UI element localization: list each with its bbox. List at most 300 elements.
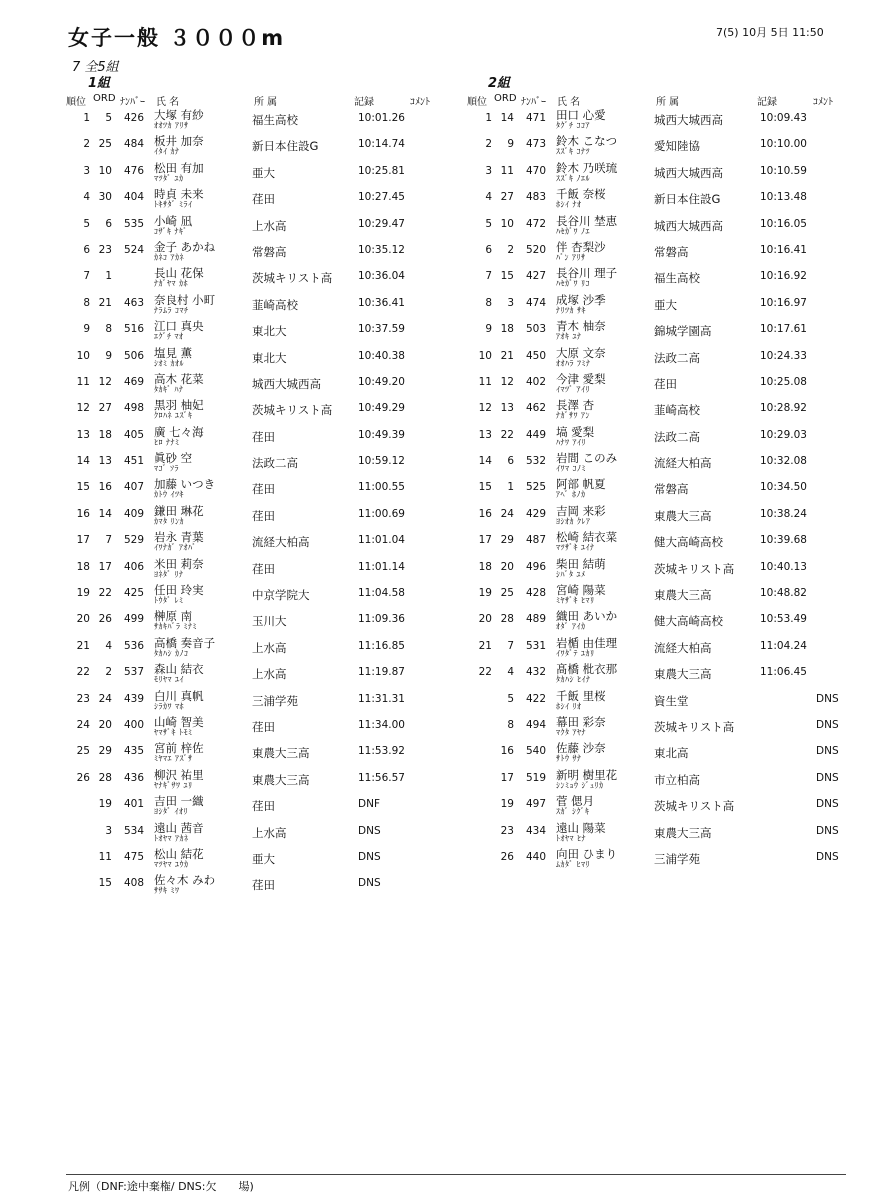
athlete-name: 鈴木 乃咲琉 (556, 160, 618, 175)
athlete-kana: ﾊｾｶﾞﾜ ﾉｴ (556, 226, 591, 236)
result-row (470, 317, 878, 343)
team-name: 韮崎高校 (252, 297, 298, 312)
athlete-kana: ﾓﾘﾔﾏ ﾕｲ (154, 675, 185, 685)
athlete-kana: ﾊﾅﾜ ｱｲﾘ (556, 437, 587, 447)
athlete-name: 宮前 梓佐 (154, 741, 204, 756)
athlete-kana: ﾖｼﾀﾞ ｲｵﾘ (154, 807, 189, 817)
ord-cell: 25 (98, 138, 112, 151)
result-row (68, 423, 488, 449)
bib-number-cell: 475 (123, 850, 144, 863)
athlete-kana: ﾏﾂﾔﾏ ﾕｳｶ (154, 859, 189, 869)
athlete-kana: ｻﾄｳ ｻﾅ (556, 754, 582, 764)
bib-number-cell: 400 (123, 718, 144, 731)
result-row (68, 264, 488, 290)
team-name: 愛知陸協 (654, 139, 700, 154)
athlete-name: 榊原 南 (154, 609, 193, 624)
result-row (470, 713, 878, 739)
athlete-name: 長谷川 理子 (556, 266, 618, 281)
team-name: 東農大三高 (654, 667, 712, 682)
result-row (470, 792, 878, 818)
bib-number-cell: 422 (525, 692, 546, 705)
bib-number-cell: 404 (123, 191, 144, 204)
record-cell: 11:53.92 (358, 745, 405, 758)
team-name: 錦城学園高 (654, 324, 712, 339)
bib-number-cell: 462 (525, 402, 546, 415)
athlete-kana: ﾋﾛ ﾅﾅﾐ (154, 437, 180, 447)
athlete-kana: ﾅﾗﾑﾗ ｺﾏﾁ (154, 305, 189, 315)
result-row (68, 660, 488, 686)
team-name: 東農大三高 (654, 825, 712, 840)
team-name: 茨城キリスト高 (252, 403, 333, 418)
header-name: 氏 名 (156, 97, 180, 108)
result-row (470, 660, 878, 686)
athlete-kana: ｼｵﾐ ｶｵﾙ (154, 358, 185, 368)
record-cell: 11:19.87 (358, 666, 405, 679)
bib-number-cell: 497 (525, 798, 546, 811)
page-title: 女子一般 ３０００m (68, 26, 286, 50)
rank-cell: 4 (83, 191, 90, 204)
athlete-name: 織田 あいか (556, 609, 618, 624)
header-record: 記録 (757, 97, 777, 108)
athlete-name: 岩楯 由佳理 (556, 635, 618, 650)
record-cell: 10:39.68 (760, 534, 807, 547)
bib-number-cell: 525 (525, 481, 546, 494)
team-name: 三浦学苑 (252, 693, 298, 708)
rank-cell: 20 (76, 613, 90, 626)
result-row (470, 264, 878, 290)
record-cell: DNS (358, 824, 381, 837)
bib-number-cell: 484 (123, 138, 144, 151)
rank-cell: 19 (76, 587, 90, 600)
rank-cell: 12 (478, 402, 492, 415)
athlete-kana: ﾔﾏｻﾞｷ ﾄﾓﾐ (154, 727, 193, 737)
bib-number-cell: 426 (123, 112, 144, 124)
record-cell: DNS (358, 850, 381, 863)
record-cell: 10:35.12 (358, 243, 405, 256)
record-cell: 10:01.26 (358, 112, 405, 124)
athlete-name: 長澤 杏 (556, 398, 595, 413)
athlete-name: 幕田 彩奈 (556, 714, 606, 729)
header-rank: 順位 (66, 97, 86, 108)
rank-cell: 21 (478, 639, 492, 652)
rank-cell: 5 (83, 217, 90, 230)
result-row (68, 687, 488, 713)
ord-cell: 7 (507, 639, 514, 652)
record-cell: 10:27.45 (358, 191, 405, 204)
athlete-kana: ﾅﾘﾂｶ ｻｷ (556, 305, 587, 315)
athlete-kana: ﾄｳﾀﾞ ﾚﾐ (154, 596, 184, 606)
result-row (68, 132, 488, 158)
athlete-name: 長谷川 埜恵 (556, 213, 618, 228)
athlete-name: 青木 柚奈 (556, 319, 606, 334)
rank-cell: 22 (478, 666, 492, 679)
athlete-kana: ﾊｾｶﾞﾜ ﾘｺ (556, 279, 591, 289)
rank-cell: 1 (485, 112, 492, 124)
rank-cell: 2 (83, 138, 90, 151)
group-1-results (68, 106, 488, 898)
record-cell: 10:59.12 (358, 455, 405, 468)
bib-number-cell: 494 (525, 718, 546, 731)
header-team: 所 属 (656, 97, 680, 108)
ord-cell: 14 (500, 112, 514, 124)
ord-cell: 7 (105, 534, 112, 547)
ord-cell: 15 (500, 270, 514, 283)
team-name: 茨城キリスト高 (654, 799, 735, 814)
rank-cell: 8 (83, 296, 90, 309)
athlete-name: 遠山 茜音 (154, 820, 204, 835)
result-row (68, 845, 488, 871)
athlete-kana: ｶﾈｺ ｱｶﾈ (154, 252, 185, 262)
team-name: 亜大 (654, 297, 677, 312)
record-cell: 11:01.04 (358, 534, 405, 547)
ord-cell: 3 (105, 824, 112, 837)
result-row (68, 819, 488, 845)
team-name: 荏田 (252, 482, 275, 497)
ord-cell: 19 (98, 798, 112, 811)
team-name: 亜大 (252, 165, 275, 180)
athlete-kana: ｶﾏﾀ ﾘﾝｶ (154, 516, 185, 526)
athlete-name: 岩永 青葉 (154, 530, 204, 545)
team-name: 健大高崎高校 (654, 614, 723, 629)
bib-number-cell: 435 (123, 745, 144, 758)
ord-cell: 8 (105, 323, 112, 336)
result-row (68, 475, 488, 501)
rank-cell: 18 (478, 560, 492, 573)
team-name: 荏田 (252, 561, 275, 576)
result-row (68, 634, 488, 660)
ord-cell: 27 (98, 402, 112, 415)
rank-cell: 16 (76, 507, 90, 520)
athlete-name: 吉岡 来彩 (556, 503, 606, 518)
rank-cell: 22 (76, 666, 90, 679)
result-row (68, 370, 488, 396)
bib-number-cell: 408 (123, 877, 144, 890)
bib-number-cell: 463 (123, 296, 144, 309)
bib-number-cell: 496 (525, 560, 546, 573)
result-row (68, 555, 488, 581)
ord-cell: 23 (98, 243, 112, 256)
team-name: 新日本住設G (252, 139, 319, 154)
team-name: 法政二高 (654, 350, 700, 365)
ord-cell: 26 (98, 613, 112, 626)
athlete-name: 宮崎 陽菜 (556, 583, 606, 598)
team-name: 城西大城西高 (654, 218, 723, 233)
group-2-results (470, 106, 878, 871)
result-row (68, 607, 488, 633)
athlete-kana: ｺｻﾞｷ ﾅｷﾞ (154, 226, 188, 236)
team-name: 荏田 (252, 192, 275, 207)
ord-cell: 11 (98, 850, 112, 863)
record-cell: 11:09.36 (358, 613, 405, 626)
group-2-label: 2組 (488, 76, 511, 91)
result-row (68, 528, 488, 554)
record-cell: 11:06.45 (760, 666, 807, 679)
record-cell: 11:04.58 (358, 587, 405, 600)
rank-cell: 14 (76, 455, 90, 468)
result-row (68, 344, 488, 370)
athlete-kana: ﾄｵﾔﾏ ｱｶﾈ (154, 833, 189, 843)
athlete-kana: ﾑｶﾀﾞ ﾋﾏﾘ (556, 859, 591, 869)
record-cell: 11:31.31 (358, 692, 405, 705)
athlete-kana: ｻｶｷﾊﾞﾗ ﾐﾅﾐ (154, 622, 198, 632)
bib-number-cell: 499 (123, 613, 144, 626)
result-row (68, 317, 488, 343)
athlete-name: 山崎 智美 (154, 714, 204, 729)
team-name: 福生高校 (654, 271, 700, 286)
header-record: 記録 (354, 97, 374, 108)
ord-cell: 20 (500, 560, 514, 573)
rank-cell: 13 (478, 428, 492, 441)
result-row (470, 185, 878, 211)
athlete-kana: ｼﾗｶﾜ ﾏﾎ (154, 701, 185, 711)
record-cell: DNS (816, 745, 839, 758)
athlete-kana: ﾀｶﾊｼ ﾋｲﾅ (556, 675, 591, 685)
bib-number-cell: 524 (123, 243, 144, 256)
bib-number-cell: 406 (123, 560, 144, 573)
ord-cell: 25 (500, 587, 514, 600)
bib-number-cell: 503 (525, 323, 546, 336)
athlete-name: 塙 愛梨 (556, 424, 595, 439)
record-cell: DNS (816, 824, 839, 837)
rank-cell: 15 (478, 481, 492, 494)
record-cell: 10:37.59 (358, 323, 405, 336)
result-row (68, 713, 488, 739)
bib-number-cell: 469 (123, 375, 144, 388)
record-cell: 10:10.59 (760, 164, 807, 177)
team-name: 茨城キリスト高 (252, 271, 333, 286)
result-row (68, 792, 488, 818)
athlete-name: 板井 加奈 (154, 134, 204, 149)
athlete-name: 鎌田 琳花 (154, 503, 204, 518)
team-name: 東北大 (252, 350, 287, 365)
record-cell: 10:13.48 (760, 191, 807, 204)
header-num: ﾅﾝﾊﾞｰ (120, 97, 145, 108)
ord-cell: 11 (500, 164, 514, 177)
ord-cell: 16 (98, 481, 112, 494)
result-row (470, 739, 878, 765)
ord-cell: 6 (507, 455, 514, 468)
rank-cell: 19 (478, 587, 492, 600)
team-name: 三浦学苑 (654, 851, 700, 866)
result-row (470, 634, 878, 660)
record-cell: 11:34.00 (358, 718, 405, 731)
ord-cell: 4 (105, 639, 112, 652)
rank-cell: 15 (76, 481, 90, 494)
athlete-name: 奈良村 小町 (154, 292, 216, 307)
team-name: 東農大三高 (654, 588, 712, 603)
bib-number-cell: 432 (525, 666, 546, 679)
record-cell: 10:34.50 (760, 481, 807, 494)
record-cell: 10:28.92 (760, 402, 807, 415)
result-row (470, 475, 878, 501)
ord-cell: 22 (98, 587, 112, 600)
ord-cell: 6 (105, 217, 112, 230)
team-name: 東北大 (252, 324, 287, 339)
team-name: 東北高 (654, 746, 689, 761)
record-cell: 10:25.08 (760, 375, 807, 388)
bib-number-cell: 472 (525, 217, 546, 230)
ord-cell: 9 (507, 138, 514, 151)
team-name: 城西大城西高 (252, 376, 321, 391)
record-cell: 10:29.03 (760, 428, 807, 441)
rank-cell: 10 (76, 349, 90, 362)
ord-cell: 17 (500, 771, 514, 784)
athlete-kana: ﾖｼｵｶ ｸﾚｱ (556, 516, 591, 526)
team-name: 韮崎高校 (654, 403, 700, 418)
ord-cell: 15 (98, 877, 112, 890)
ord-cell: 16 (500, 745, 514, 758)
athlete-kana: ﾏﾂｻﾞｷ ﾕｲﾅ (556, 543, 595, 553)
athlete-kana: ﾅｶﾞｻﾜ ｱﾝ (556, 411, 591, 421)
athlete-name: 柳沢 祐里 (154, 767, 204, 782)
record-cell: 10:14.74 (358, 138, 405, 151)
ord-cell: 28 (500, 613, 514, 626)
team-name: 上水高 (252, 218, 287, 233)
record-cell: 11:04.24 (760, 639, 807, 652)
athlete-kana: ﾎｼｲ ﾅｵ (556, 200, 582, 210)
rank-cell: 23 (76, 692, 90, 705)
bib-number-cell: 537 (123, 666, 144, 679)
record-cell: 10:09.43 (760, 112, 807, 124)
athlete-kana: ﾐﾔﾏｴ ｱｽﾞｻ (154, 754, 193, 764)
bib-number-cell: 498 (123, 402, 144, 415)
team-name: 流経大柏高 (654, 640, 712, 655)
ord-cell: 13 (500, 402, 514, 415)
header-ord: ORD (494, 93, 517, 104)
team-name: 茨城キリスト高 (654, 719, 735, 734)
rank-cell: 4 (485, 191, 492, 204)
athlete-name: 松田 有加 (154, 160, 204, 175)
bib-number-cell: 470 (525, 164, 546, 177)
rank-cell: 12 (76, 402, 90, 415)
result-row (470, 344, 878, 370)
record-cell: 10:32.08 (760, 455, 807, 468)
ord-cell: 8 (507, 718, 514, 731)
result-row (470, 845, 878, 871)
bib-number-cell: 407 (123, 481, 144, 494)
rank-cell: 13 (76, 428, 90, 441)
rank-cell: 11 (76, 375, 90, 388)
record-cell: 10:49.39 (358, 428, 405, 441)
rank-cell: 2 (485, 138, 492, 151)
result-row (470, 581, 878, 607)
bib-number-cell: 427 (525, 270, 546, 283)
bib-number-cell: 425 (123, 587, 144, 600)
ord-cell: 12 (500, 375, 514, 388)
athlete-kana: ｽｽﾞｷ ｺﾅﾂ (556, 147, 591, 157)
datetime: 7(5) 10月 5日 11:50 (716, 26, 824, 39)
record-cell: 10:36.41 (358, 296, 405, 309)
result-row (68, 871, 488, 897)
athlete-kana: ﾖﾈﾀﾞ ﾘﾅ (154, 569, 184, 579)
athlete-kana: ｶﾄｳ ｲﾂｷ (154, 490, 185, 500)
athlete-name: 時貞 未来 (154, 187, 204, 202)
record-cell: 10:17.61 (760, 323, 807, 336)
ord-cell: 20 (98, 718, 112, 731)
athlete-name: 松山 結花 (154, 846, 204, 861)
result-row (470, 159, 878, 185)
rank-cell: 11 (478, 375, 492, 388)
result-row (68, 581, 488, 607)
athlete-name: 白川 真帆 (154, 688, 204, 703)
team-name: 荏田 (252, 429, 275, 444)
header-comment: ｺﾒﾝﾄ (410, 97, 430, 108)
athlete-kana: ｵｵﾂｶ ｱﾘｻ (154, 121, 189, 130)
header-rank: 順位 (467, 97, 487, 108)
ord-cell: 1 (105, 270, 112, 283)
athlete-name: 眞砂 空 (154, 451, 193, 466)
record-cell: 11:00.55 (358, 481, 405, 494)
athlete-kana: ﾅｶﾞﾔﾏ ｶﾎ (154, 279, 189, 289)
athlete-kana: ﾎｼｲ ﾘｵ (556, 701, 582, 711)
bib-number-cell: 429 (525, 507, 546, 520)
team-name: 城西大城西高 (654, 165, 723, 180)
team-name: 健大高崎高校 (654, 535, 723, 550)
record-cell: 10:29.47 (358, 217, 405, 230)
team-name: 常磐高 (654, 244, 689, 259)
bib-number-cell: 529 (123, 534, 144, 547)
athlete-kana: ﾔﾅｷﾞｻﾜ ﾕﾘ (154, 780, 193, 790)
record-cell: DNS (816, 692, 839, 705)
athlete-kana: ｼﾊﾞﾀ ﾕﾒ (556, 569, 586, 579)
athlete-name: 新明 樹里花 (556, 767, 618, 782)
bib-number-cell: 401 (123, 798, 144, 811)
ord-cell: 14 (98, 507, 112, 520)
athlete-name: 柴田 結萌 (556, 556, 606, 571)
result-row (470, 528, 878, 554)
team-name: 福生高校 (252, 113, 298, 127)
ord-cell: 24 (98, 692, 112, 705)
athlete-name: 千飯 奈桜 (556, 187, 606, 202)
team-name: 荏田 (252, 799, 275, 814)
rank-cell: 5 (485, 217, 492, 230)
athlete-name: 佐々木 みわ (154, 873, 216, 888)
bib-number-cell: 405 (123, 428, 144, 441)
team-name: 荏田 (252, 508, 275, 523)
rank-cell: 16 (478, 507, 492, 520)
team-name: 亜大 (252, 851, 275, 866)
result-row (68, 739, 488, 765)
ord-cell: 3 (507, 296, 514, 309)
record-cell: 10:40.13 (760, 560, 807, 573)
bib-number-cell: 474 (525, 296, 546, 309)
record-cell: DNS (358, 877, 381, 890)
athlete-kana: ｱｵｷ ﾕﾅ (556, 332, 582, 342)
rank-cell: 18 (76, 560, 90, 573)
result-row (470, 607, 878, 633)
ord-cell: 19 (500, 798, 514, 811)
result-row (470, 370, 878, 396)
athlete-kana: ﾀｶﾊｼ ｶﾉｺ (154, 648, 189, 658)
record-cell: 10:25.81 (358, 164, 405, 177)
athlete-name: 田口 心愛 (556, 108, 606, 122)
team-name: 荏田 (654, 376, 677, 391)
record-cell: 10:49.20 (358, 375, 405, 388)
bib-number-cell: 535 (123, 217, 144, 230)
record-cell: 10:10.00 (760, 138, 807, 151)
bib-number-cell: 476 (123, 164, 144, 177)
athlete-kana: ﾊﾞﾝ ｱﾘｻ (556, 252, 586, 262)
team-name: 茨城キリスト高 (654, 561, 735, 576)
athlete-kana: ｵﾀﾞ ｱｲｶ (556, 622, 586, 632)
athlete-name: 鈴木 こなつ (556, 134, 618, 149)
record-cell: 10:16.97 (760, 296, 807, 309)
team-name: 新日本住設G (654, 192, 721, 207)
ord-cell: 24 (500, 507, 514, 520)
header-comment: ｺﾒﾝﾄ (813, 97, 833, 108)
athlete-name: 廣 七々海 (154, 424, 204, 439)
athlete-kana: ｵｵﾊﾗ ﾌﾐﾅ (556, 358, 591, 368)
